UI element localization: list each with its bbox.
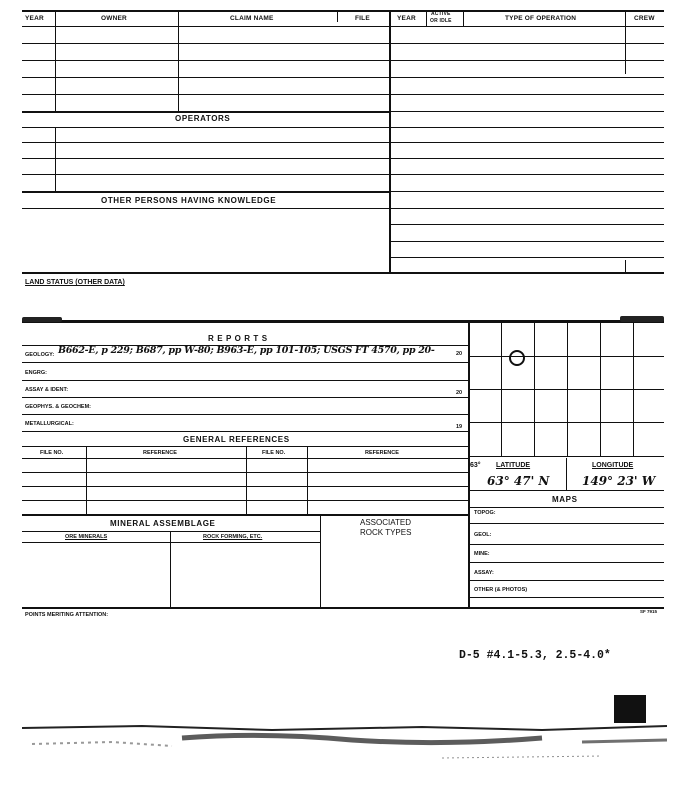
ref-header-file-no-1: FILE NO. bbox=[40, 450, 64, 456]
grid-mark bbox=[509, 350, 525, 366]
form-number: SF 7915 bbox=[640, 609, 658, 614]
mineral-assemblage-title: MINERAL ASSEMBLAGE bbox=[110, 519, 216, 528]
maps-assay: ASSAY: bbox=[474, 570, 494, 576]
maps-mine: MINE: bbox=[474, 551, 490, 557]
points-meriting-attention: POINTS MERITING ATTENTION: bbox=[25, 612, 109, 618]
other-persons-title: OTHER PERSONS HAVING KNOWLEDGE bbox=[101, 196, 277, 205]
ref-header-reference-1: REFERENCE bbox=[143, 450, 177, 456]
ore-minerals-header: ORE MINERALS bbox=[65, 534, 108, 540]
general-references-title: GENERAL REFERENCES bbox=[183, 435, 290, 444]
lat-prefix: 63° bbox=[470, 462, 481, 469]
report-label-engrg: ENGRG: bbox=[25, 370, 47, 376]
rock-forming-header: ROCK FORMING, ETC. bbox=[203, 534, 263, 540]
operators-title: OPERATORS bbox=[175, 114, 231, 123]
header-year-2: YEAR bbox=[397, 15, 416, 22]
latitude-value: 63° 47' N bbox=[487, 474, 550, 488]
report-num-assay: 20 bbox=[456, 390, 463, 396]
report-label-geology: GEOLOGY: bbox=[25, 352, 55, 358]
ref-header-reference-2: REFERENCE bbox=[365, 450, 399, 456]
longitude-label: LONGITUDE bbox=[592, 462, 634, 469]
header-crew: CREW bbox=[634, 15, 655, 22]
report-label-geophys: GEOPHYS. & GEOCHEM: bbox=[25, 404, 92, 410]
header-active: ACTIVE bbox=[431, 11, 451, 17]
report-num-metallurgical: 19 bbox=[456, 424, 463, 430]
maps-topog: TOPOG: bbox=[474, 510, 496, 516]
longitude-value: 149° 23' W bbox=[582, 474, 656, 488]
associated-label-2: ROCK TYPES bbox=[360, 528, 412, 537]
report-geology-handwritten: B662-E, p 229; B687, pp W-80; B963-E, pp 101-105; USGS FT 4570, pp 20- bbox=[58, 345, 435, 356]
map-reference: D-5 #4.1-5.3, 2.5-4.0* bbox=[459, 649, 611, 662]
maps-title: MAPS bbox=[552, 495, 578, 504]
associated-label-1: ASSOCIATED bbox=[360, 518, 411, 527]
report-num-geology: 20 bbox=[456, 351, 463, 357]
report-label-assay: ASSAY & IDENT: bbox=[25, 387, 69, 393]
header-owner: OWNER bbox=[101, 15, 127, 22]
header-file: FILE bbox=[355, 15, 370, 22]
header-type-of-operation: TYPE OF OPERATION bbox=[505, 15, 577, 22]
header-or-idle: OR IDLE bbox=[430, 18, 452, 24]
reports-title: R E P O R T S bbox=[208, 334, 268, 343]
header-year: YEAR bbox=[25, 15, 44, 22]
land-status-label: LAND STATUS (OTHER DATA) bbox=[25, 279, 125, 286]
maps-geol: GEOL: bbox=[474, 532, 492, 538]
ref-header-file-no-2: FILE NO. bbox=[262, 450, 286, 456]
latitude-label: LATITUDE bbox=[496, 462, 531, 469]
maps-other-photos: OTHER (& PHOTOS) bbox=[474, 587, 528, 593]
report-label-metallurgical: METALLURGICAL: bbox=[25, 421, 74, 427]
header-claim-name: CLAIM NAME bbox=[230, 15, 274, 22]
